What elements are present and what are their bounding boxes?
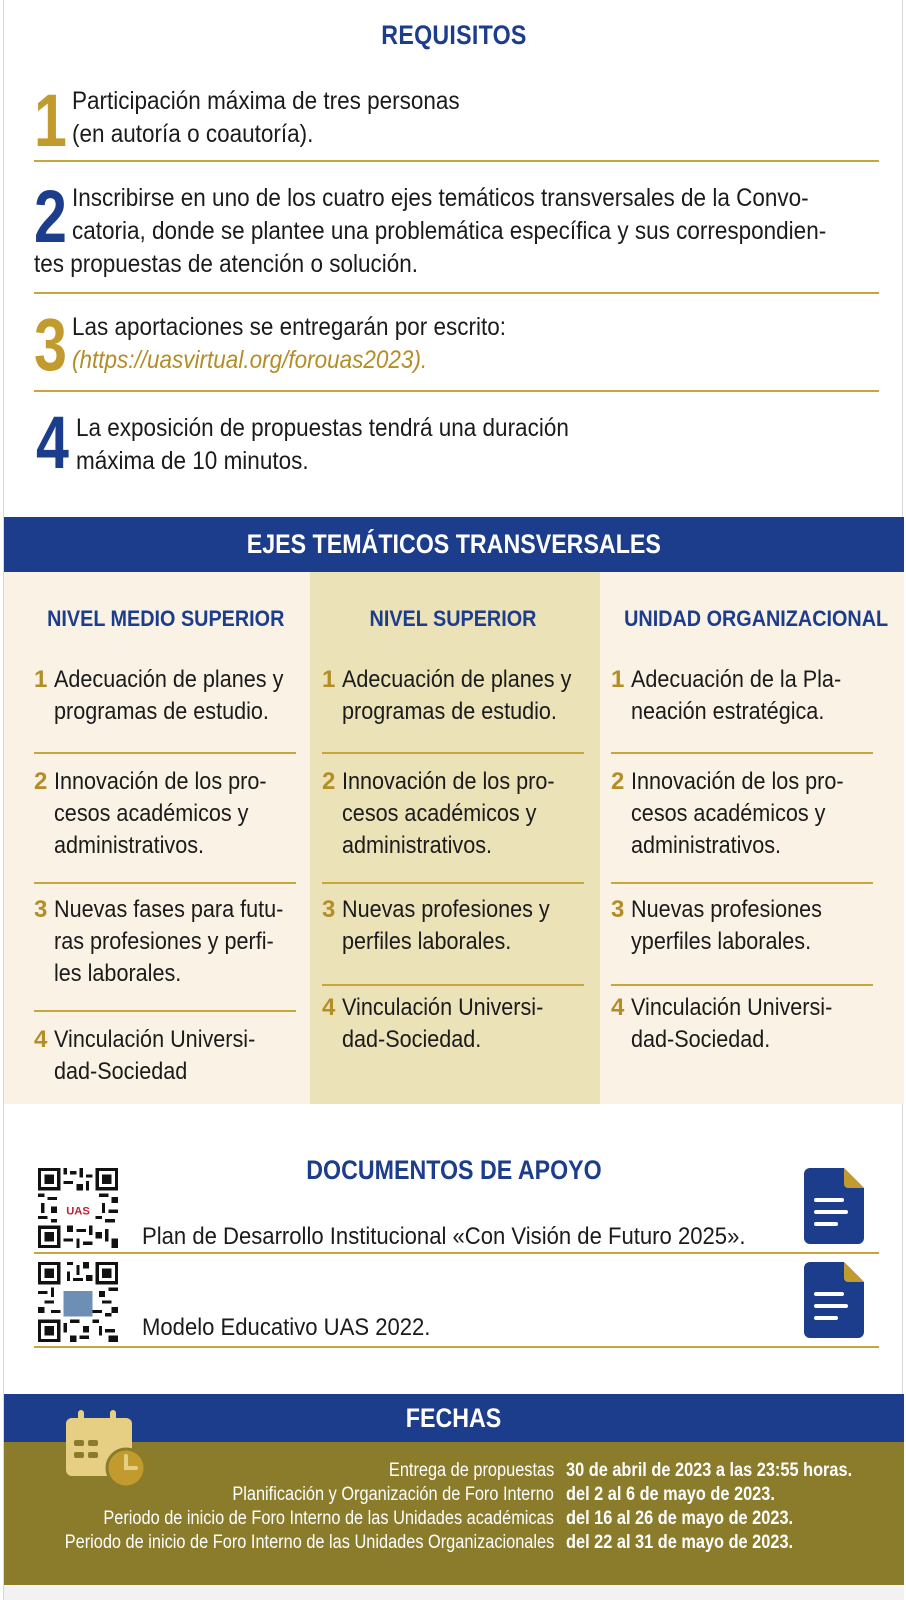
fechas-title: FECHAS [406, 1403, 502, 1433]
eje-line: ras profesiones y perfi- [54, 928, 274, 955]
submission-link[interactable]: (https://uasvirtual.org/forouas2023). [72, 346, 428, 374]
column-heading: NIVEL MEDIO SUPERIOR [47, 606, 285, 631]
fecha-value: del 2 al 6 de mayo de 2023. [566, 1484, 775, 1505]
ejes-column-unidad-organizacional [611, 572, 889, 1104]
eje-line: les laborales. [54, 960, 182, 987]
eje-line: Adecuación de planes y [54, 666, 284, 693]
eje-text [631, 992, 832, 1056]
eje-number: 2 [611, 768, 625, 795]
eje-line: Innovación de los pro- [54, 768, 267, 795]
requisito-item-1 [34, 80, 879, 162]
requisito-item-3 [34, 294, 879, 392]
ejes-column-medio-superior [34, 572, 296, 1104]
requisito-line: Inscribirse en uno de los cuatro ejes temáticos transversales de la Convo- [72, 184, 809, 212]
requisito-text [72, 311, 506, 377]
requisito-number: 4 [36, 401, 69, 484]
column-heading: NIVEL SUPERIOR [369, 606, 537, 631]
eje-number: 2 [34, 768, 48, 795]
requisito-text [76, 412, 569, 478]
eje-text [54, 1024, 255, 1088]
fecha-row [4, 1460, 904, 1484]
eje-line: Nuevas profesiones y [342, 896, 550, 923]
eje-text [631, 664, 841, 728]
page [3, 0, 903, 1600]
eje-line: dad-Sociedad. [631, 1026, 771, 1053]
eje-line: cesos académicos y [54, 800, 249, 827]
eje-number: 2 [322, 768, 336, 795]
qr-badge: UAS [66, 1205, 90, 1218]
eje-item [611, 890, 873, 986]
fecha-value: del 16 al 26 de mayo de 2023. [566, 1508, 794, 1529]
eje-line: Innovación de los pro- [342, 768, 555, 795]
requisito-line: catoria, donde se plantee una problemática específica y sus correspondien- [72, 217, 827, 245]
eje-item [322, 986, 584, 1056]
eje-line: programas de estudio. [342, 698, 557, 725]
fecha-row [4, 1508, 904, 1532]
requisito-line: (en autoría o coautoría). [72, 120, 314, 148]
requisito-number: 1 [34, 79, 67, 162]
fecha-value: 30 de abril de 2023 a las 23:55 horas. [566, 1460, 853, 1481]
eje-text [54, 766, 267, 862]
fecha-label: Entrega de propuestas [388, 1460, 554, 1481]
fecha-label: Planificación y Organización de Foro Interno [232, 1484, 554, 1505]
eje-line: Vinculación Universi- [342, 994, 544, 1021]
eje-number: 4 [322, 994, 336, 1021]
ejes-banner [4, 517, 904, 572]
requisito-number: 3 [34, 303, 67, 386]
requisito-text [72, 85, 460, 151]
eje-line: administrativos. [54, 832, 205, 859]
eje-number: 1 [322, 666, 336, 693]
document-icon[interactable] [804, 1262, 864, 1338]
eje-item [34, 664, 296, 754]
requisito-number: 2 [34, 175, 67, 258]
fecha-label: Periodo de inicio de Foro Interno de las Unidades Organizacionales [64, 1532, 554, 1553]
eje-text [342, 766, 555, 862]
eje-text [631, 894, 822, 958]
bottom-strip [4, 1585, 904, 1600]
eje-item [322, 890, 584, 986]
eje-item [34, 890, 296, 1012]
eje-line: Nuevas profesiones [631, 896, 822, 923]
eje-item [34, 1018, 296, 1088]
eje-text [342, 894, 550, 958]
column-heading: UNIDAD ORGANIZACIONAL [624, 606, 889, 631]
ejes-title: EJES TEMÁTICOS TRANSVERSALES [246, 529, 662, 559]
eje-line: administrativos. [342, 832, 493, 859]
eje-text [342, 992, 543, 1056]
eje-item [322, 664, 584, 754]
eje-line: Vinculación Universi- [631, 994, 833, 1021]
ejes-column-superior [322, 572, 584, 1104]
eje-number: 3 [322, 896, 336, 923]
fecha-label: Periodo de inicio de Foro Interno de las Unidades académicas [103, 1508, 554, 1529]
documento-row-plan-desarrollo[interactable] [34, 1180, 879, 1254]
fecha-row [4, 1532, 904, 1556]
requisito-line: tes propuestas de atención o solución. [34, 250, 419, 278]
eje-item [611, 986, 873, 1056]
eje-text [342, 664, 571, 728]
eje-line: Nuevas fases para futu- [54, 896, 284, 923]
requisito-item-2 [34, 162, 879, 294]
fecha-value: del 22 al 31 de mayo de 2023. [566, 1532, 794, 1553]
requisito-line: máxima de 10 minutos. [76, 447, 309, 475]
requisito-line: La exposición de propuestas tendrá una duración [76, 414, 569, 442]
eje-text [54, 664, 283, 728]
requisitos-title: REQUISITOS [381, 20, 527, 50]
eje-line: Adecuación de planes y [342, 666, 572, 693]
eje-line: neación estratégica. [631, 698, 825, 725]
eje-line: administrativos. [631, 832, 782, 859]
eje-line: yperfiles laborales. [631, 928, 812, 955]
eje-line: dad-Sociedad [54, 1058, 188, 1085]
eje-item [322, 762, 584, 884]
eje-text [631, 766, 844, 862]
documento-label: Plan de Desarrollo Institucional «Con Visión de Futuro 2025». [142, 1223, 746, 1250]
eje-line: cesos académicos y [631, 800, 826, 827]
eje-line: cesos académicos y [342, 800, 537, 827]
eje-number: 1 [34, 666, 48, 693]
eje-number: 3 [34, 896, 48, 923]
eje-text [54, 894, 283, 990]
eje-line: perfiles laborales. [342, 928, 512, 955]
eje-line: programas de estudio. [54, 698, 269, 725]
eje-line: Vinculación Universi- [54, 1026, 256, 1053]
eje-line: dad-Sociedad. [342, 1026, 482, 1053]
eje-number: 4 [611, 994, 625, 1021]
fecha-row [4, 1484, 904, 1508]
eje-number: 1 [611, 666, 625, 693]
documento-label: Modelo Educativo UAS 2022. [142, 1314, 431, 1341]
requisito-item-4 [34, 392, 879, 492]
eje-item [611, 762, 873, 884]
requisito-line: Participación máxima de tres personas [72, 87, 460, 115]
eje-line: Innovación de los pro- [631, 768, 844, 795]
eje-number: 3 [611, 896, 625, 923]
requisito-line: Las aportaciones se entregarán por escrito: [72, 313, 507, 341]
documento-row-modelo-educativo[interactable] [34, 1254, 879, 1348]
eje-line: Adecuación de la Pla- [631, 666, 842, 693]
requisito-text [72, 182, 826, 248]
document-icon[interactable] [804, 1168, 864, 1244]
requisito-text-tail [34, 248, 418, 281]
eje-item [611, 664, 873, 754]
eje-item [34, 762, 296, 884]
documentos-title: DOCUMENTOS DE APOYO [306, 1155, 602, 1185]
eje-number: 4 [34, 1026, 48, 1053]
